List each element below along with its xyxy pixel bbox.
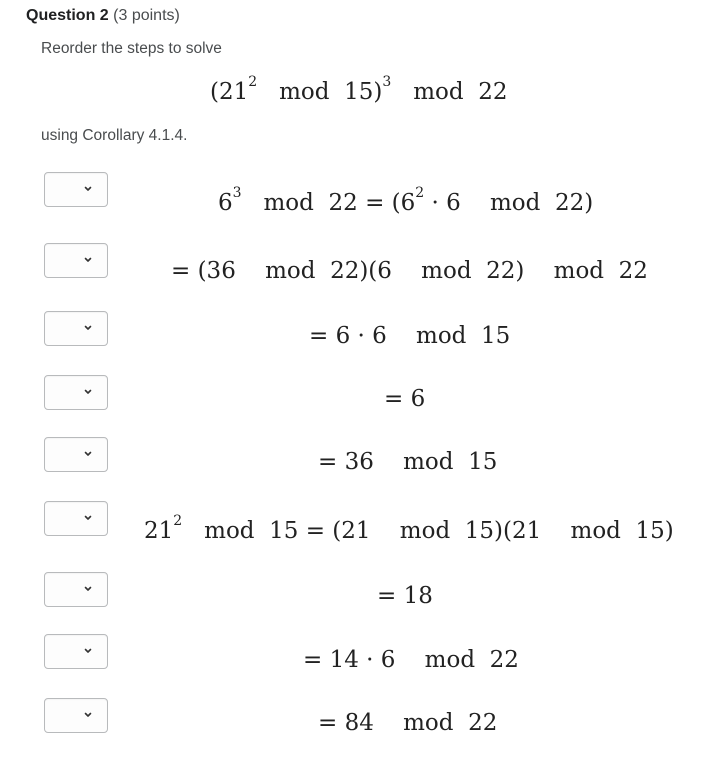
step-expression-9: = 84 mod 22 xyxy=(318,710,498,736)
step-expression-7: = 18 xyxy=(377,583,433,609)
prompt-line-1: Reorder the steps to solve xyxy=(41,40,222,57)
prompt-line-2: using Corollary 4.1.4. xyxy=(41,127,188,144)
chevron-down-icon xyxy=(81,321,95,335)
chevron-down-icon xyxy=(81,182,95,196)
chevron-down-icon xyxy=(81,644,95,658)
chevron-down-icon xyxy=(81,253,95,267)
question-title: Question 2 xyxy=(26,7,109,24)
order-dropdown-6[interactable] xyxy=(44,501,108,536)
question-points: (3 points) xyxy=(113,7,180,24)
chevron-down-icon xyxy=(81,708,95,722)
order-dropdown-9[interactable] xyxy=(44,698,108,733)
step-expression-3: = 6 · 6 mod 15 xyxy=(309,323,511,349)
order-dropdown-5[interactable] xyxy=(44,437,108,472)
order-dropdown-3[interactable] xyxy=(44,311,108,346)
order-dropdown-4[interactable] xyxy=(44,375,108,410)
step-expression-5: = 36 mod 15 xyxy=(318,449,498,475)
order-dropdown-1[interactable] xyxy=(44,172,108,207)
question-header xyxy=(26,7,180,25)
main-expression: ($21^2$ mod 15)$^3$ mod 22 xyxy=(210,74,508,105)
order-dropdown-8[interactable] xyxy=(44,634,108,669)
order-dropdown-7[interactable] xyxy=(44,572,108,607)
step-expression-8: = 14 · 6 mod 22 xyxy=(303,647,519,673)
chevron-down-icon xyxy=(81,582,95,596)
step-expression-2: = (36 mod 22)(6 mod 22) mod 22 xyxy=(171,258,648,284)
order-dropdown-2[interactable] xyxy=(44,243,108,278)
step-expression-1: $6^3$ mod $22 = (6^2 \cdot 6$ mod 22) xyxy=(218,185,594,216)
step-expression-6: $21^2$ mod 15 = (21 mod 15)(21 mod 15) xyxy=(144,513,674,544)
chevron-down-icon xyxy=(81,511,95,525)
chevron-down-icon xyxy=(81,447,95,461)
chevron-down-icon xyxy=(81,385,95,399)
step-expression-4: = 6 xyxy=(384,386,426,412)
